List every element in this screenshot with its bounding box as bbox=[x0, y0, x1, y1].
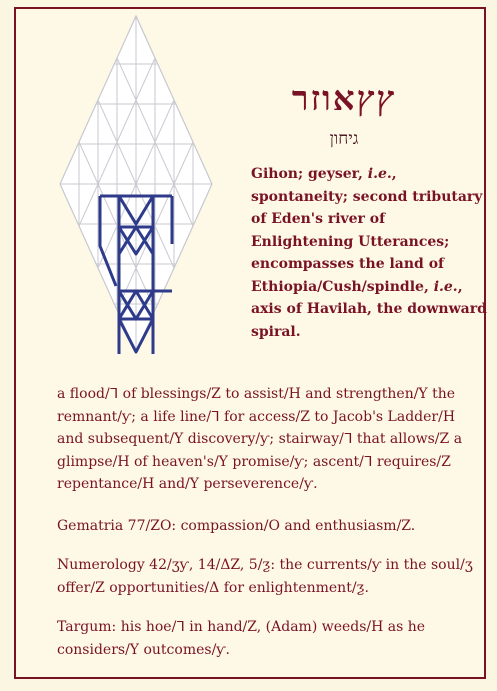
page-frame bbox=[14, 7, 486, 679]
definition-paragraph: Gihon; geyser, i.e., spontaneity; second tributary of Eden's river of Enlightening Utterances; encompasses the land of Ethiopia/Cush/spindle, i.e., axis of Havilah, the downward spiral. bbox=[251, 166, 487, 340]
numerology-paragraph: Numerology 42/ʒƴ, 14/ΔZ, 5/ƺ: the currents/ƴ in the soul/ʒ offer/Z opportunities/Δ for enlightenment/ƺ. bbox=[57, 557, 473, 596]
letter-meanings-paragraph: a flood/ᒣ of blessings/Z to assist/H and strengthen/Y the remnant/ƴ; a life line/ᒣ for access/Z to Jacob's Ladder/H and subsequent/Y discovery/ƴ; stairway/ᒣ that allows/Z a glimpse/H of heaven's/Y promise/ƴ; ascent/ᒣ requires/Z repentance/H and/Y perseverence/ƴ. bbox=[57, 386, 463, 492]
paleo-hebrew-title: ץץאוזר bbox=[291, 79, 397, 119]
gematria-paragraph: Gematria 77/ZO: compassion/O and enthusiasm/Z. bbox=[57, 518, 416, 534]
targum-paragraph: Targum: his hoe/ᒣ in hand/Z, (Adam) weeds/H as he considers/Y outcomes/ƴ. bbox=[57, 619, 426, 658]
hebrew-word: גיחון bbox=[329, 129, 359, 149]
diamond-lattice-figure bbox=[56, 14, 216, 359]
